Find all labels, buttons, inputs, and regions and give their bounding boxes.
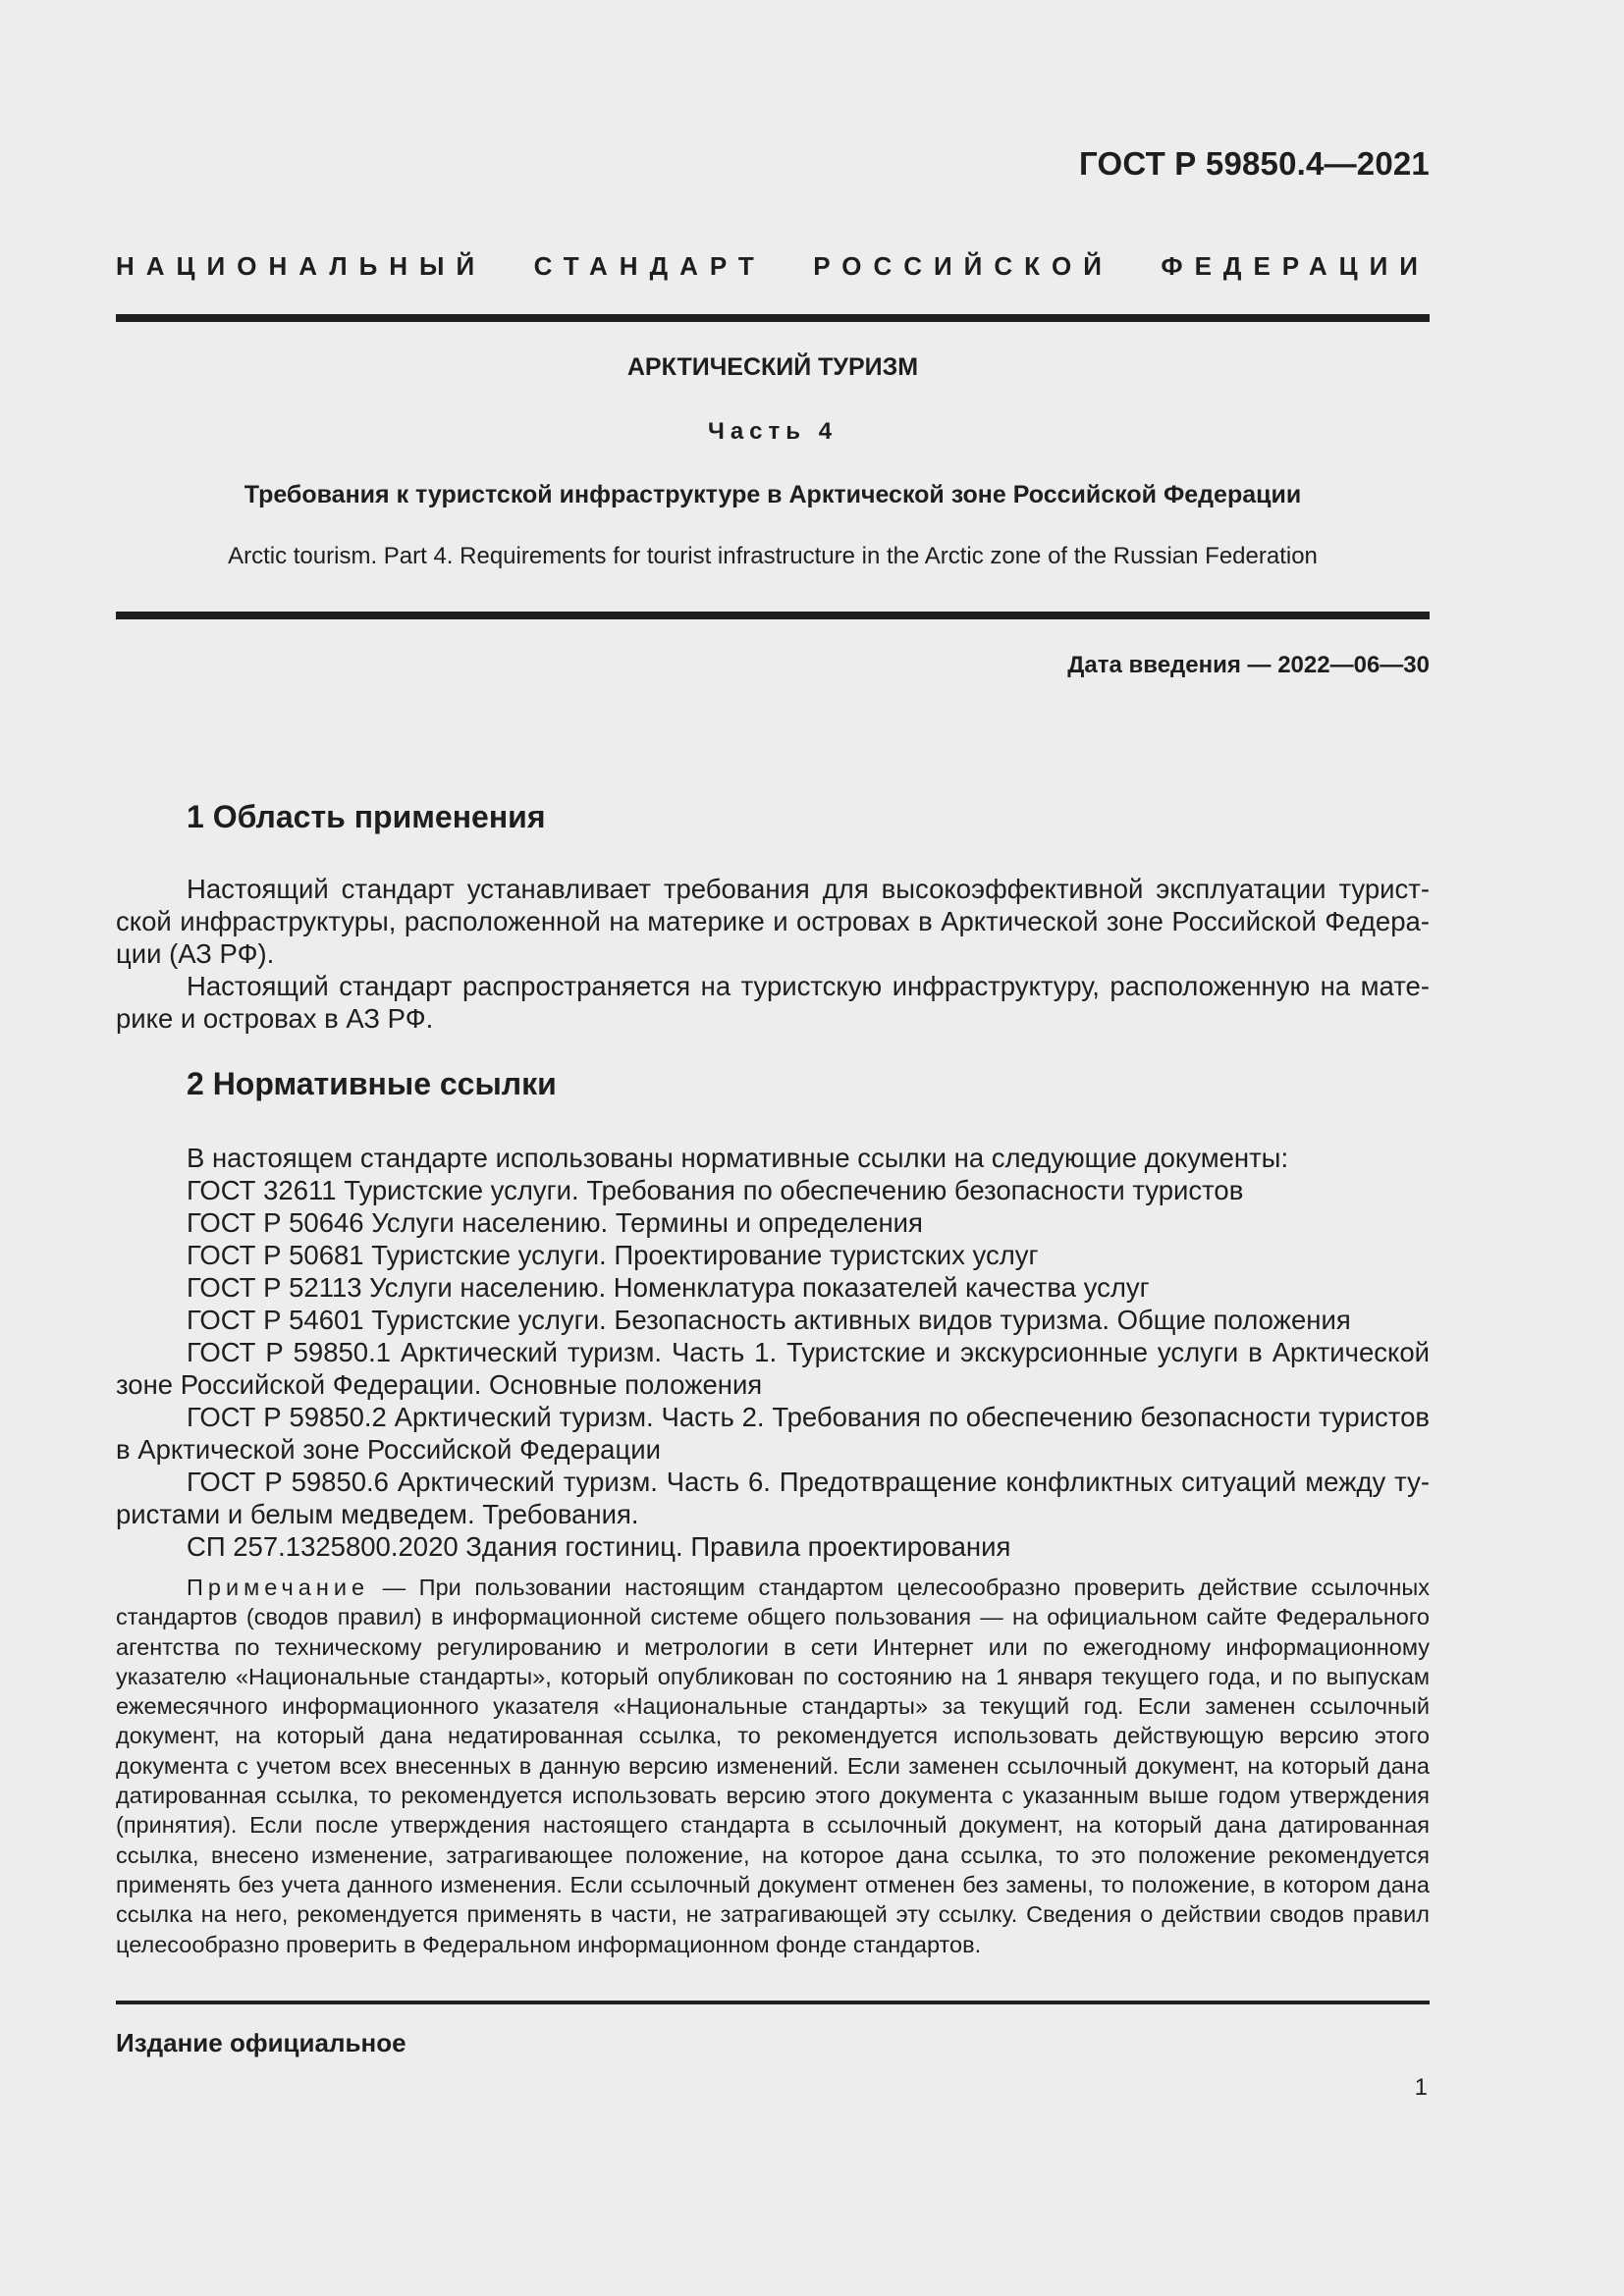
english-title: Arctic tourism. Part 4. Requirements for tourist infrastructure in the Arctic zone of the Russian Federation [228,543,1318,569]
reference-item: ГОСТ Р 52113 Услуги населению. Номенклатура показателей качества услуг [187,1272,1150,1303]
page-number: 1 [1414,2074,1428,2101]
section-scope [116,799,1430,1035]
section-heading: 1 Область применения [187,799,546,834]
note-text: — При пользовании настоящим стандартом целесообразно проверить действие ссылочных стандартов (сводов правил) в информационной системе общего пользования — на официальном сайте Федерального агентства по техническому регулированию и метрологии в сети Интернет или по ежегодному информационному указателю «Национальные стандарты», который опубликован по состоянию на 1 января текущего года, и по выпускам ежемесячного информационного указателя «Национальные стандарты» за текущий год. Если заменен ссылочный документ, на который дана недатированная ссылка, то рекомендуется использовать действующую версию этого документа с учетом всех внесенных в данную версию изменений. Если заменен ссылочный документ, на который дана датированная ссылка, то рекомендуется использовать версию этого документа с указанным выше годом утверждения (принятия). Если после утверждения настоящего стандарта в ссылочный документ, на который дана датированная ссылка, внесено изменение, затрагивающее положение, на которое дана ссылка, то это положение рекомендуется применять без учета данного изменения. Если ссылочный документ отменен без замены, то положение, в котором дана ссылка на него, рекомендуется применять в части, не затрагивающей эту ссылку. Сведения о действии сводов правил целесообразно проверить в Федеральном информационном фонде стандартов. [116,1575,1430,1957]
document-subtitle: Требования к туристской инфраструктуре в Арктической зоне Российской Федерации [244,481,1302,508]
document-title: АРКТИЧЕСКИЙ ТУРИЗМ [626,353,919,381]
reference-item: ГОСТ 32611 Туристские услуги. Требования по обеспечению безопасности туристов [187,1175,1244,1205]
reference-item: СП 257.1325800.2020 Здания гостиниц. Правила проектирования [187,1531,1011,1562]
section-heading: 2 Нормативные ссылки [187,1066,557,1101]
national-standard-banner: НАЦИОНАЛЬНЫЙ СТАНДАРТ РОССИЙСКОЙ ФЕДЕРАЦИИ [116,251,1430,281]
reference-item: ГОСТ Р 50681 Туристские услуги. Проектирование туристских услуг [187,1240,1039,1270]
reference-item: ГОСТ Р 54601 Туристские услуги. Безопасность активных видов туризма. Общие положения [187,1305,1351,1335]
reference-item: ГОСТ Р 59850.1 Арктический туризм. Часть 1. Туристские и экскурсионные услуги в Арктической зоне Российской Федерации. Основные положения [116,1337,1430,1400]
header-divider [116,314,1430,322]
note-label: Примечание [187,1575,370,1600]
reference-item: ГОСТ Р 59850.6 Арктический туризм. Часть 6. Предотвращение конфликтных ситуаций между туристами и белым медведем. Требования. [116,1467,1430,1529]
references-intro: В настоящем стандарте использованы нормативные ссылки на следующие документы: [187,1143,1289,1173]
paragraph: Настоящий стандарт устанавливает требования для высокоэффективной эксплуатации туристской инфраструктуры, расположенной на материке и островах в Арктической зоне Российской Федерации (АЗ РФ). [116,874,1430,969]
reference-item: ГОСТ Р 59850.2 Арктический туризм. Часть 2. Требования по обеспечению безопасности туристов в Арктической зоне Российской Федерации [116,1402,1430,1465]
footer-divider [116,2001,1430,2004]
official-edition-label: Издание официальное [116,2028,406,2057]
part-label: Часть 4 [707,418,839,445]
paragraph: Настоящий стандарт распространяется на туристскую инфраструктуру, расположенную на материке и островах в АЗ РФ. [116,971,1430,1034]
document-number: ГОСТ Р 59850.4—2021 [1079,145,1430,182]
title-divider [116,612,1430,619]
note [116,1573,1430,1959]
section-normative-references [116,1066,1430,1959]
introduction-date: Дата введения — 2022—06—30 [1067,652,1430,678]
reference-item: ГОСТ Р 50646 Услуги населению. Термины и определения [187,1207,923,1238]
